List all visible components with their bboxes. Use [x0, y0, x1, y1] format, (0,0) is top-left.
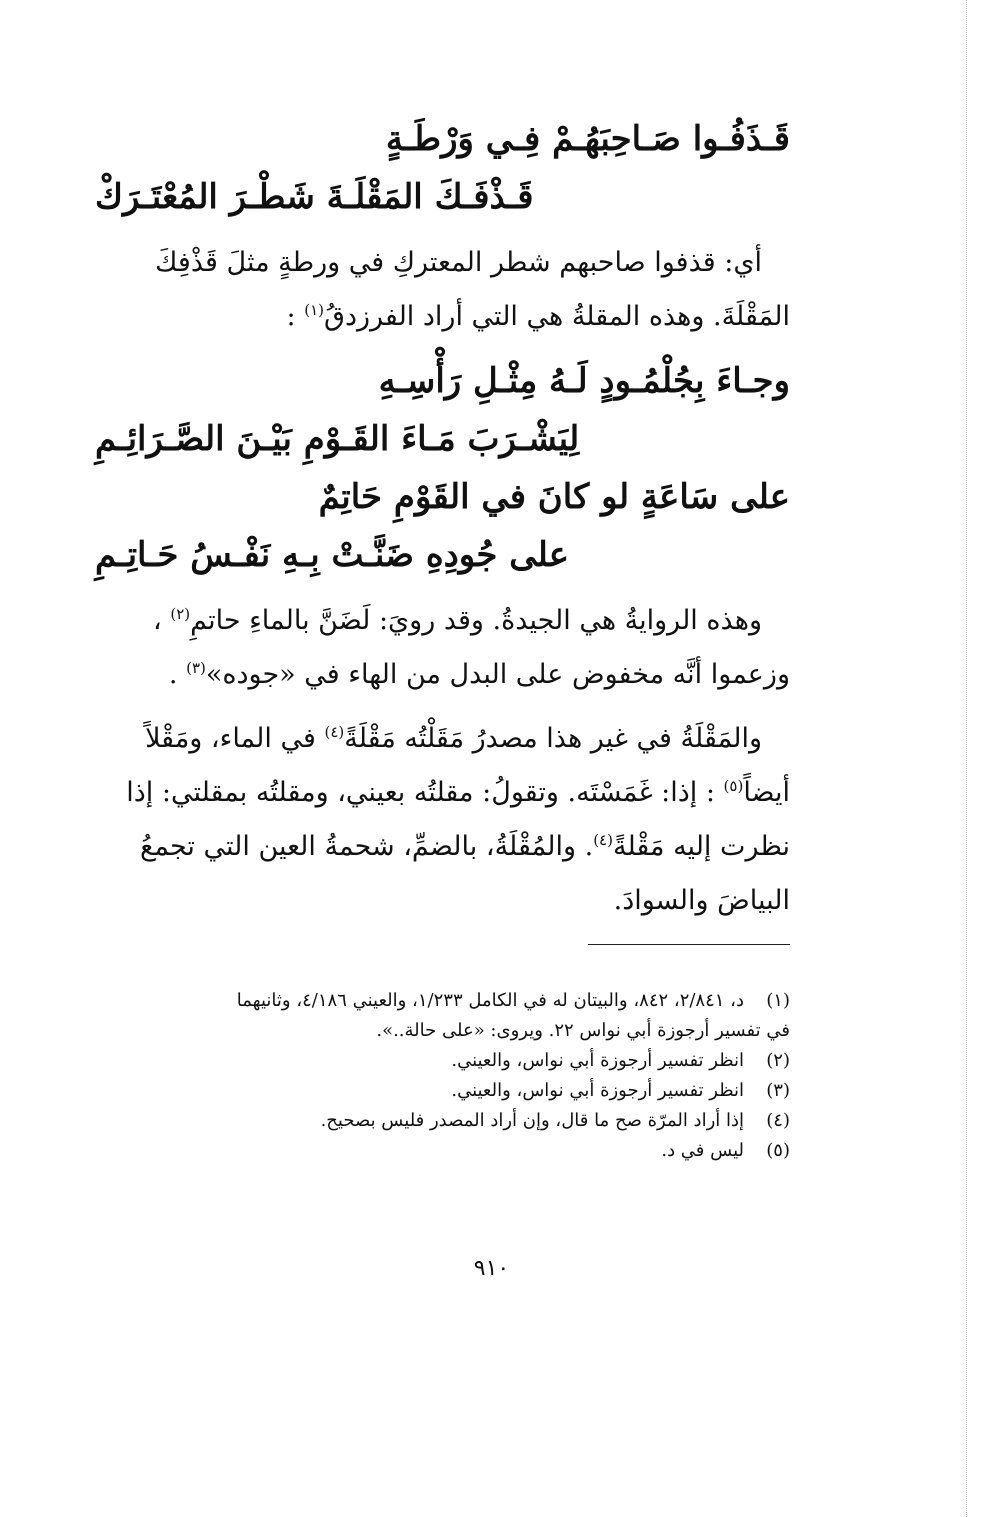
footnote-text: انظر تفسير أرجوزة أبي نواس، والعيني.	[451, 1080, 744, 1101]
footnote-4	[95, 1106, 790, 1136]
footnote-ref-4b: (٤)	[593, 831, 613, 849]
footnote-5	[95, 1136, 790, 1166]
footnote-ref-3: (٣)	[186, 659, 206, 677]
prose1-line1: أي: قذفوا صاحبهم شطر المعتركِ في ورطةٍ مثلَ قَذْفِكَ	[155, 247, 762, 278]
prose2-line1	[95, 594, 790, 648]
footnote-2	[95, 1046, 790, 1076]
verse1-line1: قَـذَفُـوا صَـاحِبَهُـمْ فِـي وَرْطَـةٍ	[385, 119, 790, 159]
footnote-number: (٥)	[766, 1140, 790, 1161]
footnote-1	[95, 986, 790, 1016]
prose-paragraph-3	[95, 712, 790, 928]
prose2-line2-tail: .	[168, 659, 187, 690]
verse2-line4: على جُودِهِ ضَنَّـتْ بِـهِ نَفْـسُ حَـاتِـمِ	[95, 535, 570, 575]
footnote-ref-1: (١)	[304, 301, 325, 319]
prose3-line2	[95, 766, 790, 820]
footnote-number: (٢)	[766, 1050, 790, 1071]
page-body	[95, 110, 790, 936]
footnote-number: (١)	[766, 990, 790, 1011]
prose3-line3	[95, 820, 790, 874]
verse2-line1: وجـاءَ بِجُلْمُـودٍ لَـهُ مِثْـلِ رَأْسِـهِ	[378, 361, 790, 401]
prose3-line1-text: والمَقْلَةُ في غير هذا مصدرُ مَقَلْتُه مَقْلَةً	[344, 723, 762, 754]
footnote-text: ليس في د.	[661, 1140, 744, 1161]
verse2-line3: على سَاعَةٍ لو كانَ في القَوْمِ حَاتِمٌ	[318, 477, 790, 517]
verse2-line2: لِيَشْـرَبَ مَـاءَ القَـوْمِ بَيْـنَ الصَّـرَائِـمِ	[95, 419, 580, 459]
footnote-number: (٣)	[766, 1080, 790, 1101]
footnote-text-continued: في تفسير أرجوزة أبي نواس ٢٢. ويروى: «على حالة..».	[376, 1020, 790, 1041]
prose2-line2-text: وزعموا أنَّه مخفوض على البدل من الهاء في «جوده»	[205, 659, 790, 690]
footnote-3	[95, 1076, 790, 1106]
prose3-line3-text: نظرت إليه مَقْلةً	[612, 831, 790, 862]
page-edge-dots	[966, 0, 967, 1517]
prose2-line1-text: وهذه الروايةُ هي الجيدةُ. وقد رويَ: لَضَنَّ بالماءِ حاتمِ	[190, 605, 762, 636]
prose3-line1-tail: في الماء، ومَقْلاً	[145, 723, 325, 754]
prose3-line4: البياضَ والسوادَ.	[613, 885, 790, 916]
footnote-number: (٤)	[766, 1110, 790, 1131]
footnotes	[95, 986, 790, 1166]
footnote-ref-2: (٢)	[170, 605, 191, 623]
footnote-ref-4: (٤)	[324, 723, 345, 741]
prose-paragraph-2	[95, 594, 790, 702]
footnote-ref-5: (٥)	[723, 777, 744, 795]
footnote-text: إذا أراد المرّة صح ما قال، وإن أراد المصدر فليس بصحيح.	[320, 1110, 744, 1131]
prose3-line3-tail: . والمُقْلَةُ، بالضمِّ، شحمةُ العين التي تجمعُ	[139, 831, 594, 862]
footnote-separator	[588, 944, 790, 945]
prose1-line2-text: المَقْلَةَ. وهذه المقلةُ هي التي أراد الفرزدقُ	[324, 301, 790, 332]
verse1-line2: قَـذْفَـكَ المَقْلَـةَ شَطْـرَ المُعْتَـرَكْ	[95, 177, 534, 217]
prose3-line2-text: أيضاً	[743, 777, 790, 808]
prose1-line2-tail: :	[286, 301, 305, 332]
footnote-text: انظر تفسير أرجوزة أبي نواس، والعيني.	[451, 1050, 744, 1071]
footnote-text: د، ٢/٨٤١، ٨٤٢، والبيتان له في الكامل ١/٢٣٣، والعيني ٤/١٨٦، وثانيهما	[236, 990, 744, 1011]
prose3-line2-tail: : إذا: غَمَسْتَه. وتقولُ: مقلتُه بعيني، ومقلتُه بمقلتي: إذا	[126, 777, 724, 808]
prose-paragraph-1	[95, 236, 790, 344]
page-number: ٩١٠	[473, 1256, 510, 1281]
prose2-line2	[95, 648, 790, 702]
footnote-1-continuation	[95, 1016, 790, 1046]
prose1-line2	[95, 290, 790, 344]
prose2-line1-tail: ،	[153, 605, 171, 636]
prose3-line1	[95, 712, 790, 766]
